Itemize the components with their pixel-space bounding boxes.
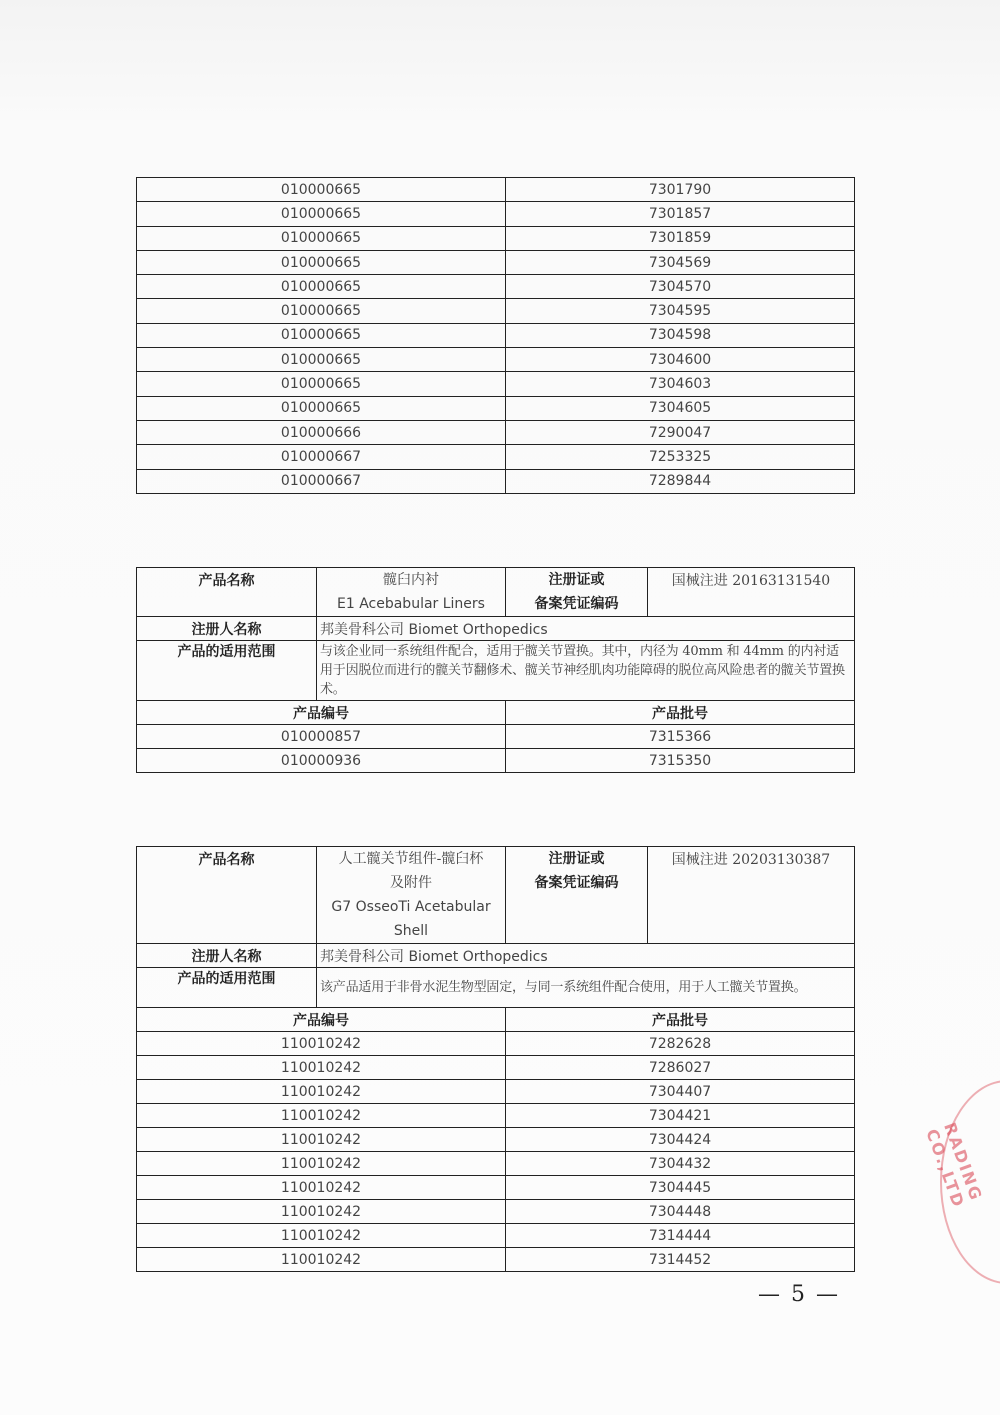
product-code-cell: 110010242 — [137, 1056, 506, 1080]
table-row — [137, 725, 855, 749]
product-code-cell: 110010242 — [137, 1200, 506, 1224]
table-row — [137, 469, 855, 493]
table-row — [137, 178, 855, 202]
batch-number-cell: 7304605 — [506, 396, 855, 420]
product-rows — [137, 725, 855, 773]
table-row — [137, 1200, 855, 1224]
product-rows — [137, 1032, 855, 1272]
table-row — [137, 1104, 855, 1128]
batch-number-cell: 7282628 — [506, 1032, 855, 1056]
table-row — [137, 202, 855, 226]
batch-number-cell: 7304603 — [506, 372, 855, 396]
batch-number-cell: 7304407 — [506, 1080, 855, 1104]
batch-number-cell: 7301859 — [506, 226, 855, 250]
scope-value: 该产品适用于非骨水泥生物型固定，与同一系统组件配合使用，用于人工髋关节置换。 — [317, 968, 855, 1008]
table-row — [137, 445, 855, 469]
batch-number-cell: 7304445 — [506, 1176, 855, 1200]
product-code-cell: 010000857 — [137, 725, 506, 749]
batch-number-cell: 7315350 — [506, 749, 855, 773]
product-code-cell: 010000667 — [137, 469, 506, 493]
table-row — [137, 1056, 855, 1080]
product-code-cell: 010000665 — [137, 348, 506, 372]
product-code-cell: 010000665 — [137, 202, 506, 226]
registrant-label: 注册人名称 — [137, 944, 317, 968]
product-code-cell: 010000665 — [137, 226, 506, 250]
product-code-cell: 010000665 — [137, 323, 506, 347]
registration-label-line1: 注册证或 — [548, 851, 605, 867]
product-name-label: 产品名称 — [137, 847, 317, 944]
batch-number-cell: 7304421 — [506, 1104, 855, 1128]
registration-label — [506, 847, 648, 944]
product-code-cell: 010000936 — [137, 749, 506, 773]
scope-label: 产品的适用范围 — [137, 641, 317, 701]
product-name-value — [317, 847, 506, 944]
product-table-e1-liners — [136, 567, 855, 773]
table-row — [137, 420, 855, 444]
registration-label-line1: 注册证或 — [548, 572, 605, 588]
product-code-cell: 010000666 — [137, 420, 506, 444]
registrant-value: 邦美骨科公司 Biomet Orthopedics — [317, 944, 855, 968]
batch-number-cell: 7304570 — [506, 275, 855, 299]
product-name-en: E1 Acebabular Liners — [337, 596, 485, 612]
scope-label: 产品的适用范围 — [137, 968, 317, 1008]
table-row — [137, 226, 855, 250]
batch-number-cell: 7301790 — [506, 178, 855, 202]
product-name-label: 产品名称 — [137, 568, 317, 617]
product-name-cn-line2: 及附件 — [390, 875, 432, 891]
registration-label — [506, 568, 648, 617]
batch-number-cell: 7304448 — [506, 1200, 855, 1224]
batch-number-cell: 7315366 — [506, 725, 855, 749]
registration-number: 国械注进 20203130387 — [648, 847, 855, 944]
registration-label-line2: 备案凭证编码 — [534, 875, 619, 891]
batch-number-cell: 7304432 — [506, 1152, 855, 1176]
batch-number-cell: 7301857 — [506, 202, 855, 226]
product-code-cell: 110010242 — [137, 1080, 506, 1104]
product-code-cell: 010000665 — [137, 372, 506, 396]
product-code-cell: 010000665 — [137, 250, 506, 274]
registration-label-line2: 备案凭证编码 — [534, 596, 619, 612]
product-code-cell: 010000665 — [137, 299, 506, 323]
table-row — [137, 1032, 855, 1056]
product-table-g7-shell — [136, 846, 855, 1272]
product-code-cell: 110010242 — [137, 1152, 506, 1176]
scope-value: 与该企业同一系统组件配合，适用于髋关节置换。其中，内径为 40mm 和 44mm 的内衬适用于因脱位而进行的髋关节翻修术、髋关节神经肌肉功能障碍的脱位高风险患者的髋关节置换术。 — [317, 641, 855, 701]
batch-number-cell: 7290047 — [506, 420, 855, 444]
registration-number: 国械注进 20163131540 — [648, 568, 855, 617]
batch-number-cell: 7286027 — [506, 1056, 855, 1080]
page-number: — 5 — — [758, 1282, 840, 1307]
product-name-en: G7 OsseoTi Acetabular — [331, 899, 491, 915]
product-name-en-line2: Shell — [393, 923, 429, 939]
column-header-batch: 产品批号 — [506, 1008, 855, 1032]
table-row — [137, 250, 855, 274]
product-code-cell: 110010242 — [137, 1176, 506, 1200]
column-header-code: 产品编号 — [137, 701, 506, 725]
column-header-batch: 产品批号 — [506, 701, 855, 725]
registrant-label: 注册人名称 — [137, 617, 317, 641]
continuation-table — [136, 177, 855, 494]
table-row — [137, 1176, 855, 1200]
product-code-cell: 110010242 — [137, 1248, 506, 1272]
product-code-cell: 110010242 — [137, 1032, 506, 1056]
batch-number-cell: 7253325 — [506, 445, 855, 469]
company-seal-text: RADING CO.,LTD — [922, 1120, 987, 1211]
product-code-cell: 010000665 — [137, 396, 506, 420]
table-row — [137, 1248, 855, 1272]
batch-number-cell: 7304595 — [506, 299, 855, 323]
table-row — [137, 396, 855, 420]
table-row — [137, 275, 855, 299]
batch-number-cell: 7314444 — [506, 1224, 855, 1248]
product-code-cell: 110010242 — [137, 1224, 506, 1248]
batch-number-cell: 7289844 — [506, 469, 855, 493]
table-row — [137, 749, 855, 773]
batch-number-cell: 7304598 — [506, 323, 855, 347]
column-header-code: 产品编号 — [137, 1008, 506, 1032]
product-code-cell: 110010242 — [137, 1128, 506, 1152]
product-code-cell: 110010242 — [137, 1104, 506, 1128]
batch-number-cell: 7304569 — [506, 250, 855, 274]
registrant-value: 邦美骨科公司 Biomet Orthopedics — [317, 617, 855, 641]
table-row — [137, 299, 855, 323]
table-row — [137, 323, 855, 347]
table-row — [137, 372, 855, 396]
table-row — [137, 1224, 855, 1248]
table-row — [137, 1080, 855, 1104]
product-code-cell: 010000665 — [137, 275, 506, 299]
table-row — [137, 1152, 855, 1176]
batch-number-cell: 7314452 — [506, 1248, 855, 1272]
table-row — [137, 1128, 855, 1152]
product-name-cn: 髋臼内衬 — [383, 572, 439, 588]
product-code-cell: 010000667 — [137, 445, 506, 469]
batch-number-cell: 7304424 — [506, 1128, 855, 1152]
product-code-cell: 010000665 — [137, 178, 506, 202]
product-name-cn: 人工髋关节组件-髋臼杯 — [338, 851, 484, 867]
product-name-value — [317, 568, 506, 617]
table-row — [137, 348, 855, 372]
continuation-table-body — [137, 178, 855, 494]
batch-number-cell: 7304600 — [506, 348, 855, 372]
